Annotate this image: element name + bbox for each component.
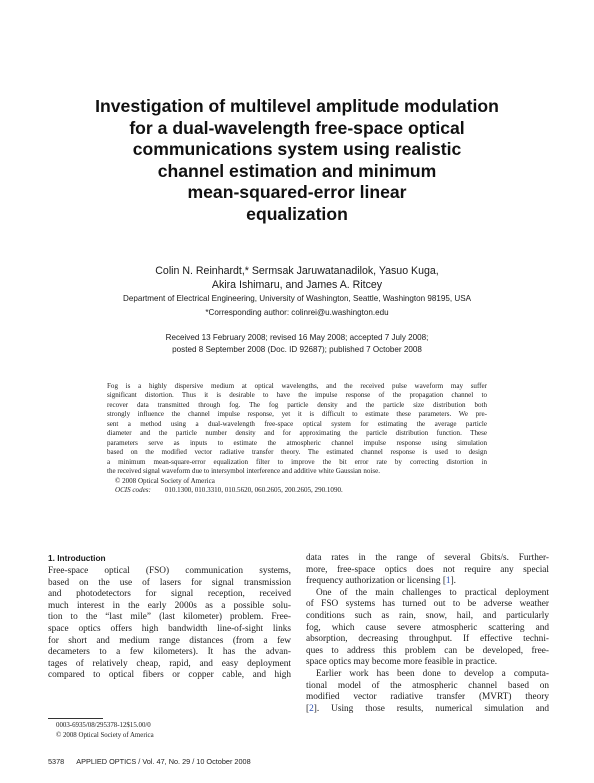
page-footer	[48, 757, 348, 767]
title-line: mean-squared-error linear	[187, 182, 407, 203]
body-line: tion to the “last mile” (last kilometer) problem. Free-	[48, 612, 291, 623]
ocis-label: OCIS codes:	[115, 485, 151, 494]
affiliation: Department of Electrical Engineering, University of Washington, Seattle, Washington 98195, USA	[122, 294, 472, 303]
body-line: for short and medium range distances (from a few	[48, 635, 291, 646]
citation-link[interactable]: 2	[309, 703, 314, 714]
body-line	[306, 576, 549, 588]
body-line: much interest in the early 2000s as a possible solu-	[48, 600, 291, 611]
body-line: modified vector radiative transfer (MVRT) theory	[306, 692, 549, 703]
right-column	[306, 553, 549, 715]
author-line: Colin N. Reinhardt,* Sermsak Jaruwatanadilok, Yasuo Kuga,	[155, 265, 439, 277]
body-line	[306, 704, 549, 716]
abstract-line: parameters serve as inputs to estimate the atmospheric channel impulse response using simulation	[107, 438, 487, 447]
abstract-line: strongly influence the channel impulse response, yet it is difficult to estimate these parameters. We pre-	[107, 410, 487, 419]
paper-title	[60, 96, 534, 226]
footnote-line: 0003-6935/08/295378-12$15.00/0	[56, 722, 151, 729]
abstract-line: the received signal waveform due to intersymbol interference and additive white Gaussian noise.	[107, 467, 380, 476]
body-text: frequency authorization or licensing [	[306, 576, 446, 587]
body-line: tional model of the atmospheric channel based on	[306, 680, 549, 691]
body-line: more, free-space optics does not require any special	[306, 564, 549, 575]
body-line: fog, which cause severe atmospheric scattering and	[306, 622, 549, 633]
body-line: and photodetectors for signal reception, received	[48, 589, 291, 600]
ocis-codes	[107, 486, 487, 495]
body-line: data rates in the range of several Gbits/s. Further-	[306, 553, 549, 563]
title-line: channel estimation and minimum	[157, 160, 437, 181]
footnote-divider	[48, 718, 103, 719]
title-line: equalization	[246, 203, 348, 224]
dates-line: Received 13 February 2008; revised 16 May 2008; accepted 7 July 2008;	[165, 333, 429, 342]
left-column	[48, 553, 291, 682]
title-line: communications system using realistic	[132, 139, 462, 160]
body-text: ]. Using those results, numerical simulation and	[313, 703, 549, 714]
abstract-copyright: © 2008 Optical Society of America	[115, 476, 215, 485]
abstract-line: based on the modified vector radiative transfer theory. The estimated channel response is used to design	[107, 448, 487, 457]
abstract	[107, 382, 487, 495]
title-line: Investigation of multilevel amplitude modulation	[95, 96, 499, 116]
body-line: Earlier work has been done to develop a computa-	[316, 668, 549, 679]
body-line: absorption, decreasing throughput. If effective techni-	[306, 634, 549, 645]
body-line: One of the main challenges to practical deployment	[316, 587, 549, 598]
page-number: 5378	[48, 757, 65, 766]
body-line: space optics offers high bandwidth line-of-sight links	[48, 623, 291, 634]
journal-citation: APPLIED OPTICS / Vol. 47, No. 29 / 10 October 2008	[76, 757, 251, 766]
title-line: for a dual-wavelength free-space optical	[129, 117, 465, 138]
body-line: tages of relatively cheap, rapid, and easy deployment	[48, 658, 291, 669]
abstract-line: Fog is a highly dispersive medium at optical wavelengths, and the received pulse waveform may suffer	[107, 382, 487, 390]
body-line: conditions such as rain, snow, hail, and particularly	[306, 610, 549, 621]
footnote-line: © 2008 Optical Society of America	[56, 731, 154, 739]
abstract-line: significant distortion. Thus it is desirable to have the impulse response of the propagation channel to	[107, 391, 487, 400]
author-list	[60, 264, 534, 292]
ocis-code-list: 010.1300, 010.3310, 010.5620, 060.2605, 200.2605, 290.1090.	[164, 485, 343, 494]
body-line: of FSO systems has turned out to be adverse weather	[306, 599, 549, 610]
corresponding-author: *Corresponding author: colinrei@u.washington.edu	[205, 308, 389, 317]
body-line: based on the use of lasers for signal transmission	[48, 577, 291, 588]
body-line: ques to address this problem can be developed, free-	[306, 645, 549, 656]
footnote	[56, 721, 296, 740]
abstract-line: sent a method using a dual-wavelength free-space optical system for estimating the average particle	[107, 419, 487, 428]
section-heading: 1. Introduction	[48, 553, 106, 563]
dates-line: posted 8 September 2008 (Doc. ID 92687); published 7 October 2008	[172, 345, 422, 354]
abstract-line: a minimum mean-square-error equalization filter to improve the bit error rate by correcting distortion in	[107, 457, 487, 466]
body-line: decameters to a few kilometers). It has the advan-	[48, 647, 291, 658]
body-text: [	[306, 703, 310, 714]
publication-dates	[60, 332, 534, 356]
citation-link[interactable]: 1	[445, 576, 451, 587]
abstract-line: recover data transmitted through fog. The fog particle density and the particle size distribution both	[107, 400, 487, 409]
author-line: Akira Ishimaru, and James A. Ritcey	[211, 279, 383, 291]
body-text: ].	[450, 576, 456, 587]
body-line: compared to optical fibers or copper cable, and high	[48, 670, 291, 681]
body-line: Free-space optical (FSO) communication systems,	[48, 566, 291, 576]
abstract-line: diameter and the particle number density and for approximating the particle distribution function. These	[107, 429, 487, 438]
body-line: space optics may become more feasible in practice.	[306, 657, 498, 668]
